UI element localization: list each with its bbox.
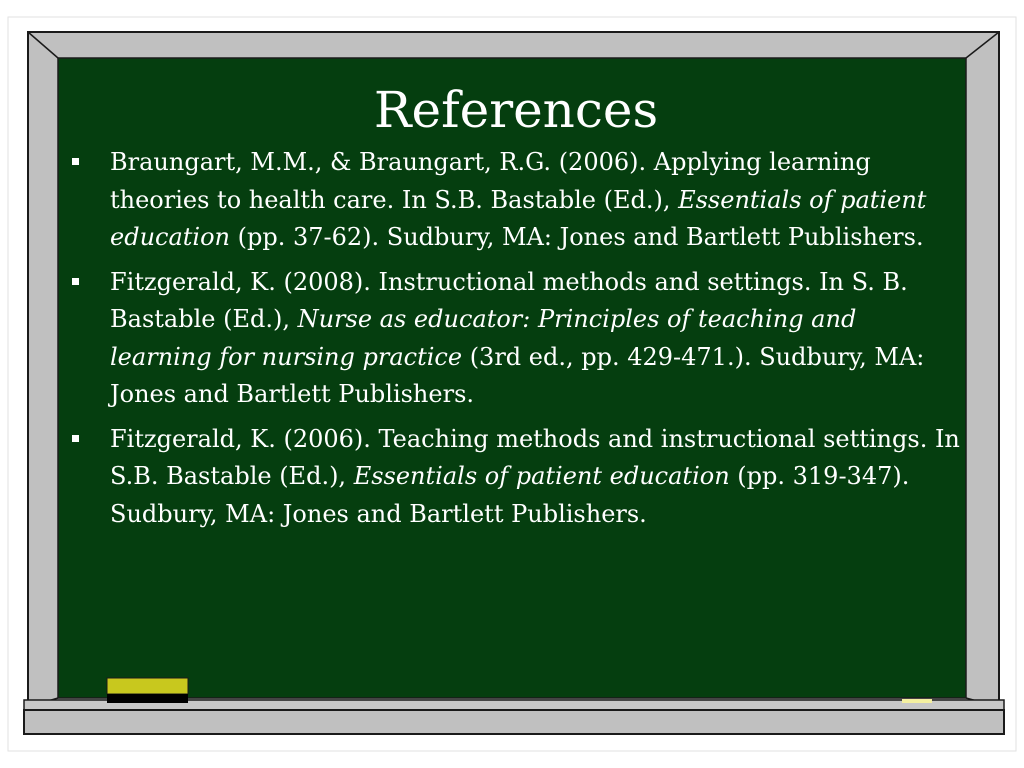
reference-list [72,144,962,540]
reference-text: Fitzgerald, K. (2008). Instructional methods and settings. In S. B. Bastable (Ed.), Nurse as educator: Principles of teaching and learning for nursing practice (3rd ed., pp. 429-471.). Sudbury, MA: Jones and Bartlett Publishers. [110,267,925,408]
reference-item-2 [72,264,962,414]
reference-text: Braungart, M.M., & Braungart, R.G. (2006). Applying learning theories to health care. In S.B. Bastable (Ed.), Essentials of patient education (pp. 37-62). Sudbury, MA: Jones and Bartlett Publishers. [110,148,927,251]
reference-book-title: Nurse as educator: Principles of teaching and learning for nursing practice [110,305,857,371]
reference-book-title: Essentials of patient education [110,185,927,251]
square-bullet-icon [72,435,79,442]
chalk-piece [902,699,932,703]
reference-book-title: Essentials of patient education [353,462,730,490]
chalk-tray [24,710,1004,734]
board-content [58,58,966,698]
square-bullet-icon [72,158,79,165]
reference-item-3 [72,421,962,534]
slide-title: References [373,81,659,139]
reference-text: Fitzgerald, K. (2006). Teaching methods and instructional settings. In S.B. Bastable (Ed.), Essentials of patient education (pp. 319-347). Sudbury, MA: Jones and Bartlett Publishers. [110,424,960,528]
reference-item-1 [72,144,962,257]
square-bullet-icon [72,278,79,285]
